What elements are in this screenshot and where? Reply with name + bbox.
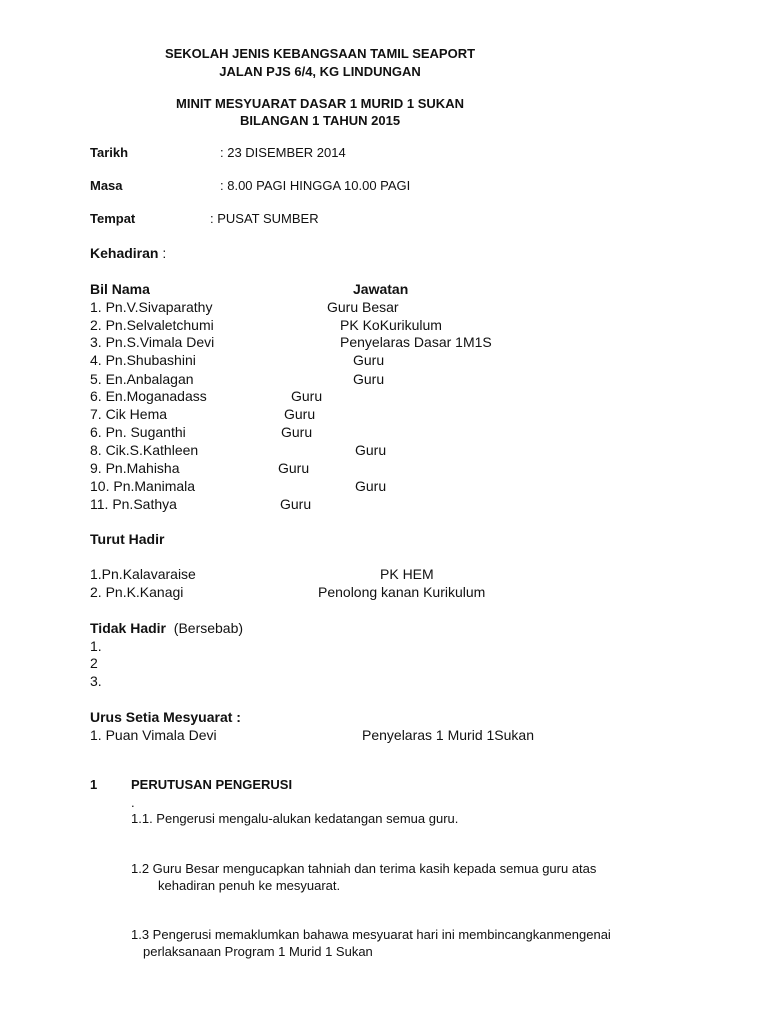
attendee-role: Guru	[353, 352, 385, 368]
attendee-role: Guru	[284, 406, 316, 422]
also-present-name: 2. Pn.K.Kanagi	[90, 584, 184, 600]
also-present-name: 1.Pn.Kalavaraise	[90, 566, 196, 582]
date-value: : 23 DISEMBER 2014	[220, 145, 346, 160]
absent-heading-text: Tidak Hadir	[90, 620, 166, 636]
attendee-role: Guru	[281, 424, 313, 440]
minute-item-continuation: kehadiran penuh ke mesyuarat.	[158, 878, 341, 893]
attendee-role: Guru	[355, 478, 387, 494]
attendee-name: 1. Pn.V.Sivaparathy	[90, 299, 213, 315]
document-subtitle: BILANGAN 1 TAHUN 2015	[239, 113, 401, 128]
attendee-name: 2. Pn.Selvaletchumi	[90, 317, 214, 333]
time-value: : 8.00 PAGI HINGGA 10.00 PAGI	[220, 178, 411, 193]
school-name: SEKOLAH JENIS KEBANGSAAN TAMIL SEAPORT	[164, 46, 476, 61]
also-present-role: Penolong kanan Kurikulum	[318, 584, 486, 600]
also-present-role: PK HEM	[380, 566, 434, 582]
absent-heading	[90, 620, 243, 636]
attendee-name: 7. Cik Hema	[90, 406, 168, 422]
minute-item: 1.3 Pengerusi memaklumkan bahawa mesyuarat hari ini membincangkanmengenai	[131, 927, 611, 942]
section-dot: .	[131, 795, 135, 810]
attendee-name: 6. En.Moganadass	[90, 388, 207, 404]
attendee-role: Guru Besar	[327, 299, 399, 315]
attendee-name: 4. Pn.Shubashini	[90, 352, 196, 368]
secretary-role: Penyelaras 1 Murid 1Sukan	[362, 727, 534, 743]
time-label: Masa	[90, 178, 123, 193]
attendee-role: Guru	[280, 496, 312, 512]
attendee-role: Guru	[355, 442, 387, 458]
minute-item: 1.2 Guru Besar mengucapkan tahniah dan terima kasih kepada semua guru atas	[131, 861, 597, 876]
also-present-heading: Turut Hadir	[90, 531, 165, 547]
absent-item: 1.	[90, 638, 102, 654]
secretary-heading: Urus Setia Mesyuarat :	[90, 709, 241, 725]
document-title: MINIT MESYUARAT DASAR 1 MURID 1 SUKAN	[176, 96, 464, 111]
attendee-role: Guru	[353, 371, 385, 387]
school-address: JALAN PJS 6/4, KG LINDUNGAN	[219, 64, 421, 79]
attendee-name: 5. En.Anbalagan	[90, 371, 194, 387]
secretary-name: 1. Puan Vimala Devi	[90, 727, 217, 743]
attendee-name: 10. Pn.Manimala	[90, 478, 196, 494]
attendee-name: 8. Cik.S.Kathleen	[90, 442, 199, 458]
attendee-name: 9. Pn.Mahisha	[90, 460, 180, 476]
absent-item: 3.	[90, 673, 102, 689]
column-jawatan: Jawatan	[353, 281, 409, 297]
absent-item: 2	[90, 655, 98, 671]
section-title: PERUTUSAN PENGERUSI	[131, 777, 293, 792]
absent-note: (Bersebab)	[173, 620, 244, 636]
attendee-name: 3. Pn.S.Vimala Devi	[90, 334, 215, 350]
attendee-name: 11. Pn.Sathya	[90, 496, 177, 512]
attendee-role: Guru	[291, 388, 323, 404]
date-label: Tarikh	[90, 145, 129, 160]
place-label: Tempat	[90, 211, 136, 226]
attendee-name: 6. Pn. Suganthi	[90, 424, 186, 440]
minute-item-continuation: perlaksanaan Program 1 Murid 1 Sukan	[143, 944, 373, 959]
attendance-heading	[90, 245, 166, 261]
column-bil-nama: Bil Nama	[90, 281, 150, 297]
attendee-role: Penyelaras Dasar 1M1S	[340, 334, 492, 350]
section-number: 1	[90, 777, 98, 792]
attendance-heading-text: Kehadiran	[90, 245, 159, 261]
attendee-role: PK KoKurikulum	[340, 317, 442, 333]
minute-item: 1.1. Pengerusi mengalu-alukan kedatangan semua guru.	[131, 811, 459, 826]
attendee-role: Guru	[278, 460, 310, 476]
place-value: : PUSAT SUMBER	[210, 211, 319, 226]
attendance-heading-colon: :	[158, 245, 167, 261]
